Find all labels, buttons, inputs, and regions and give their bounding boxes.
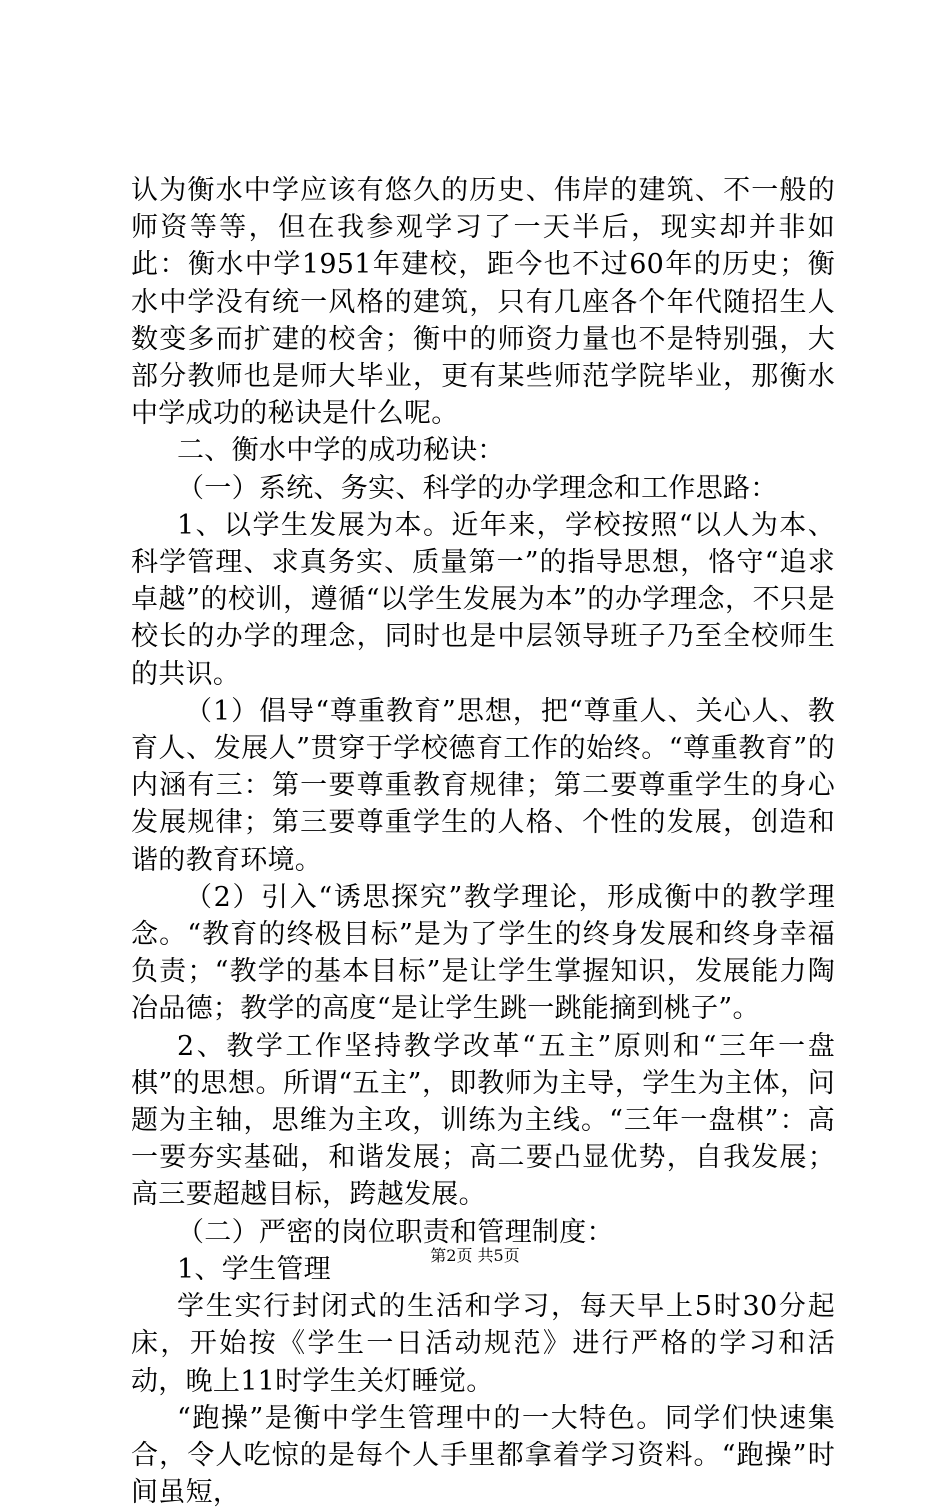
paragraph: 2、教学工作坚持教学改革“五主”原则和“三年一盘棋”的思想。所谓“五主”，即教师为主导，学生为主体，问题为主轴，思维为主攻，训练为主线。“三年一盘棋”：高一要夯实基础，和谐发展；高二要凸显优势，自我发展；高三要超越目标，跨越发展。	[131, 1030, 835, 1211]
paragraph: （2）引入“诱思探究”教学理论，形成衡中的教学理念。“教育的终极目标”是为了学生的终身发展和终身幸福负责；“教学的基本目标”是让学生掌握知识，发展能力陶冶品德；教学的高度“是让学生跳一跳能摘到桃子”。	[131, 881, 835, 1025]
page-footer	[0, 1243, 950, 1266]
paragraph: 1、以学生发展为本。近年来，学校按照“以人为本、科学管理、求真务实、质量第一”的指导思想，恪守“追求卓越”的校训，遵循“以学生发展为本”的办学理念，不只是校长的办学的理念，同时也是中层领导班子乃至全校师生的共识。	[131, 509, 835, 690]
document-body	[131, 172, 835, 1511]
paragraph: 1、学生管理	[177, 1253, 331, 1285]
page-number-label: 第2页 共5页	[430, 1246, 520, 1265]
paragraph: 二、衡水中学的成功秘诀：	[177, 435, 505, 467]
paragraph: 学生实行封闭式的生活和学习，每天早上5时30分起床，开始按《学生一日活动规范》进行严格的学习和活动，晚上11时学生关灯睡觉。	[131, 1291, 835, 1397]
paragraph: （1）倡导“尊重教育”思想，把“尊重人、关心人、教育人、发展人”贯穿于学校德育工作的始终。“尊重教育”的内涵有三：第一要尊重教育规律；第二要尊重学生的身心发展规律；第三要尊重学生的人格、个性的发展，创造和谐的教育环境。	[131, 695, 835, 876]
paragraph: “跑操”是衡中学生管理中的一大特色。同学们快速集合，令人吃惊的是每个人手里都拿着学习资料。“跑操”时间虽短，	[131, 1402, 835, 1509]
paragraph: （二）严密的岗位职责和管理制度：	[177, 1216, 614, 1248]
paragraph: （一）系统、务实、科学的办学理念和工作思路：	[177, 472, 778, 504]
paragraph: 认为衡水中学应该有悠久的历史、伟岸的建筑、不一般的师资等等，但在我参观学习了一天半后，现实却并非如此：衡水中学1951年建校，距今也不过60年的历史；衡水中学没有统一风格的建筑，只有几座各个年代随招生人数变多而扩建的校舍；衡中的师资力量也不是特别强，大部分教师也是师大毕业，更有某些师范学院毕业，那衡水中学成功的秘诀是什么呢。	[131, 175, 835, 430]
